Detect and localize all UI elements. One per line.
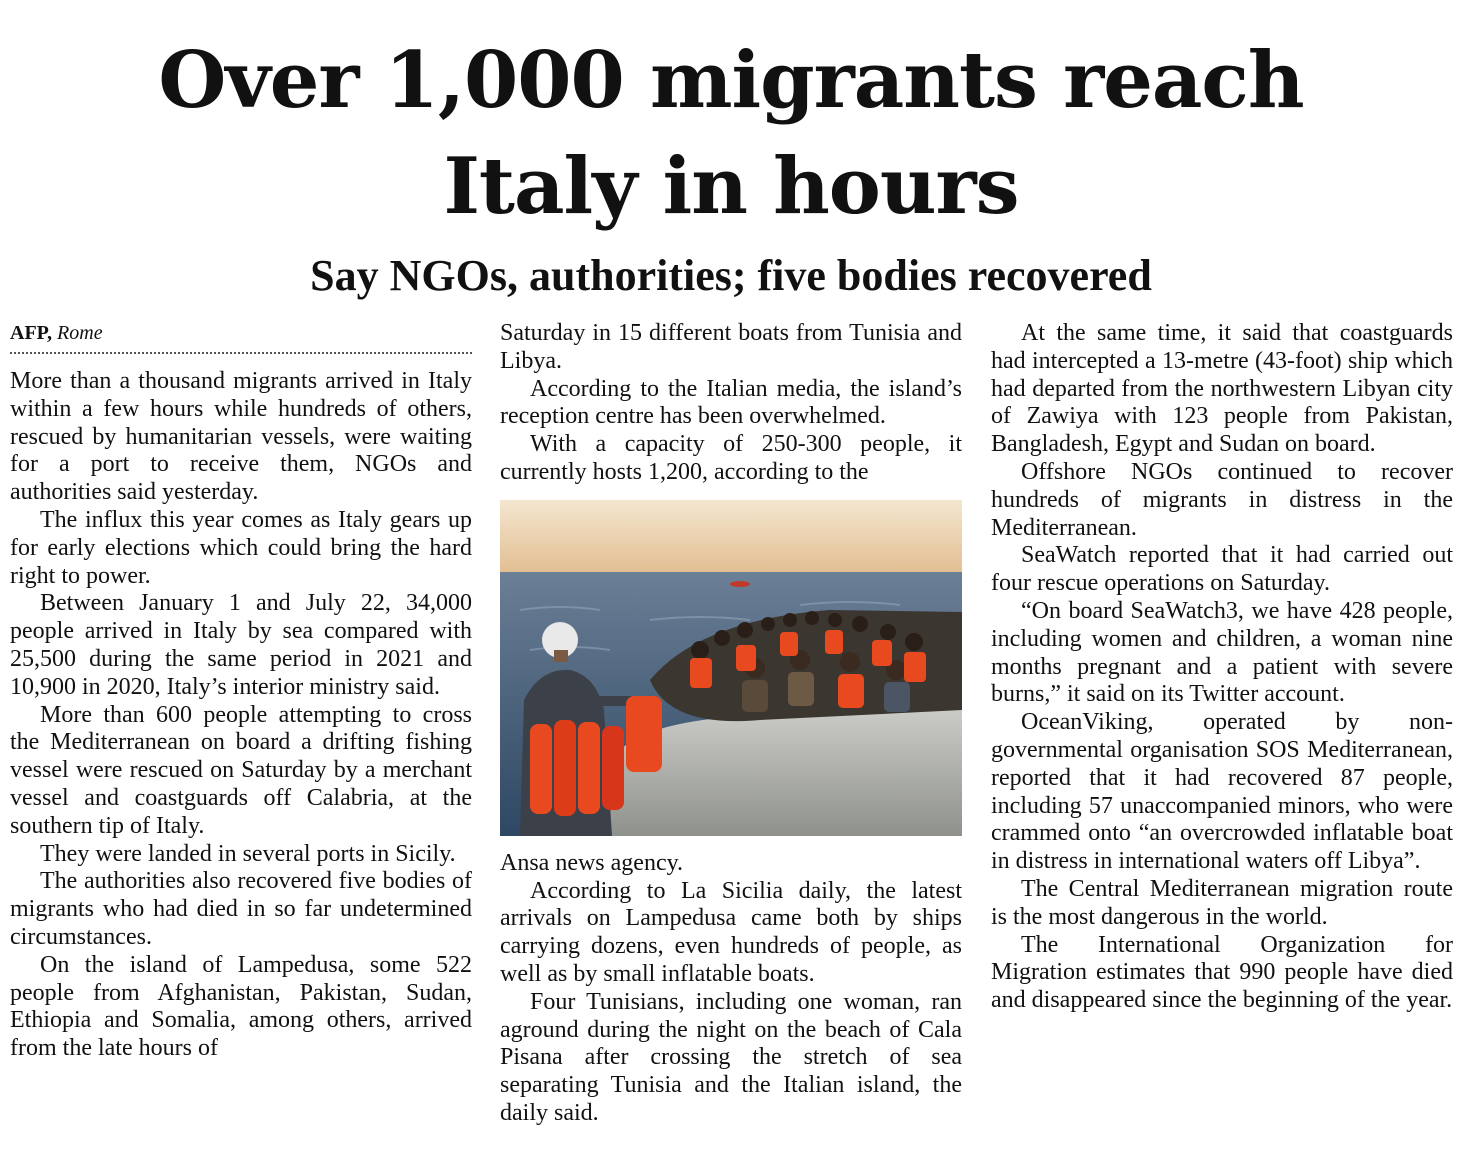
byline — [10, 320, 472, 354]
paragraph: More than 600 people attempting to cross the Mediterranean on board a drifting fishing vessel were rescued on Saturday by a merchant vessel and coastguards off Calabria, at the southern tip of Italy. — [10, 701, 472, 839]
paragraph: The influx this year comes as Italy gears up for early elections which could bring the hard right to power. — [10, 506, 472, 589]
paragraph: The Central Mediterranean migration route is the most dangerous in the world. — [991, 875, 1453, 930]
distant-boat — [730, 581, 750, 587]
paragraph: They were landed in several ports in Sicily. — [40, 840, 456, 867]
sky — [500, 500, 962, 572]
paragraph: OceanViking, operated by non-governmental organisation SOS Mediterranean, reported that it had recovered 87 people, including 57 unaccompanied minors, who were crammed onto “an overcrowded inflatable boat in distress in international waters off Libya”. — [991, 709, 1453, 875]
paragraph: Four Tunisians, including one woman, ran aground during the night on the beach of Cala Pisana after crossing the stretch of sea separating Tunisia and the Italian island, the daily said. — [500, 988, 962, 1126]
byline-agency: AFP, — [10, 322, 53, 344]
paragraph: SeaWatch reported that it had carried out four rescue operations on Saturday. — [991, 542, 1453, 597]
article-column-2 — [500, 320, 962, 1128]
paragraph: At the same time, it said that coastguards had intercepted a 13-metre (43-foot) ship which had departed from the northwestern Libyan city of Zawiya with 123 people from Pakistan, Bangladesh, Egypt and Sudan on board. — [991, 320, 1453, 458]
paragraph: The authorities also recovered five bodies of migrants who had died in so far undetermined circumstances. — [10, 868, 472, 950]
paragraph: Ansa news agency. — [500, 849, 684, 876]
headline-line-2: Italy in hours — [443, 141, 1019, 232]
paragraph: On the island of Lampedusa, some 522 people from Afghanistan, Pakistan, Sudan, Ethiopia and Somalia, among others, arrived from the late hours of — [10, 951, 472, 1062]
migrant-rescue-photo — [500, 500, 962, 836]
paragraph: “On board SeaWatch3, we have 428 people, including women and children, a woman nine months pregnant and a patient with severe burns,” it said on its Twitter account. — [991, 597, 1453, 708]
headline — [0, 28, 1462, 240]
byline-location: Rome — [57, 322, 103, 344]
paragraph: According to the Italian media, the island’s reception centre has been overwhelmed. — [500, 375, 962, 430]
paragraph: The International Organization for Migration estimates that 990 people have died and disappeared since the beginning of the year. — [991, 931, 1453, 1014]
article-column-3 — [991, 320, 1453, 1015]
paragraph: With a capacity of 250-300 people, it currently hosts 1,200, according to the — [500, 431, 962, 485]
subheadline: Say NGOs, authorities; five bodies recovered — [310, 251, 1152, 300]
paragraph: More than a thousand migrants arrived in Italy within a few hours while hundreds of others, rescued by humanitarian vessels, were waiting for a port to receive them, NGOs and authorities said yesterday. — [10, 368, 472, 506]
paragraph: Saturday in 15 different boats from Tunisia and Libya. — [500, 320, 962, 374]
paragraph: Offshore NGOs continued to recover hundreds of migrants in distress in the Mediterranean. — [991, 458, 1453, 541]
paragraph: Between January 1 and July 22, 34,000 people arrived in Italy by sea compared with 25,500 during the same period in 2021 and 10,900 in 2020, Italy’s interior ministry said. — [10, 590, 472, 700]
paragraph: According to La Sicilia daily, the latest arrivals on Lampedusa came both by ships carrying dozens, even hundreds of people, as well as by small inflatable boats. — [500, 877, 962, 987]
headline-line-1: Over 1,000 migrants reach — [158, 35, 1304, 126]
article-column-1 — [10, 320, 472, 1063]
